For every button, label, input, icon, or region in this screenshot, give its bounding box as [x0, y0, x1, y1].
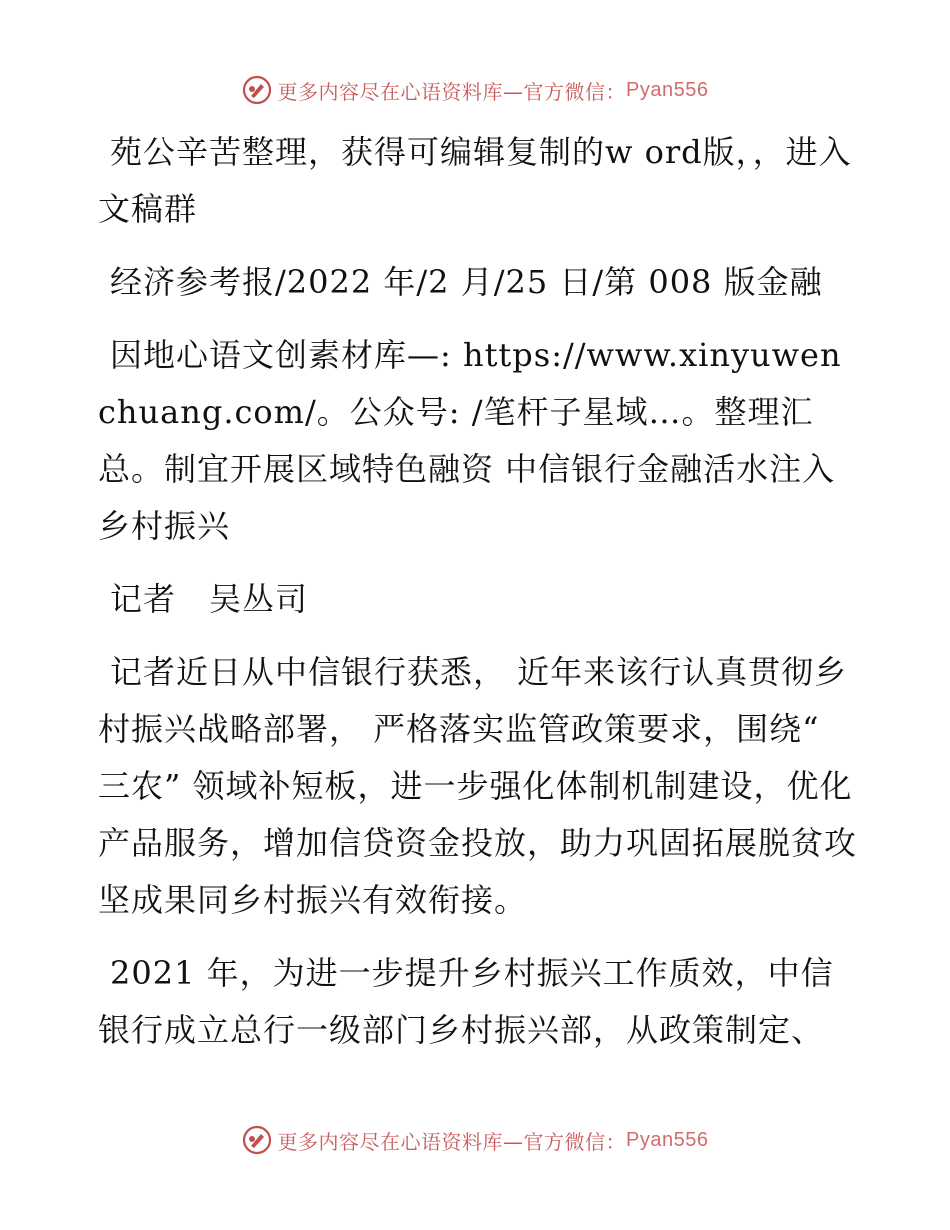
pen-logo-icon	[242, 1125, 272, 1155]
footer-watermark	[0, 1120, 950, 1160]
document-body	[98, 124, 858, 1075]
paragraph-body-1: 记者近日从中信银行获悉， 近年来该行认真贯彻乡村振兴战略部署， 严格落实监管政策要求，围绕“ 三农” 领域补短板，进一步强化体制机制建设，优化产品服务，增加信贷资金投放，助力巩固拓展脱贫攻坚成果同乡村振兴有效衔接。	[98, 653, 858, 919]
watermark-text: 更多内容尽在心语资料库—官方微信：	[277, 1129, 627, 1154]
paragraph-headline: 因地心语文创素材库—: https://www.xinyuwenchuang.com/。公众号: /笔杆子星域…。整理汇总。制宜开展区域特色融资 中信银行金融活水注入乡村振兴	[98, 336, 842, 545]
paragraph-intro: 苑公辛苦整理，获得可编辑复制的w ord版，，进入文稿群	[98, 133, 852, 228]
watermark-text: 更多内容尽在心语资料库—官方微信：	[277, 79, 627, 104]
watermark-wechat-id: Pyan556	[626, 1128, 709, 1151]
paragraph-source: 经济参考报/2022 年/2 月/25 日/第 008 版金融	[110, 263, 823, 301]
paragraph-body-2: 2021 年，为进一步提升乡村振兴工作质效，中信银行成立总行一级部门乡村振兴部，从政策制定、	[98, 954, 834, 1049]
paragraph-byline: 记者 吴丛司	[110, 580, 309, 618]
pen-logo-icon	[242, 75, 272, 105]
watermark-wechat-id: Pyan556	[626, 78, 709, 101]
header-watermark	[0, 70, 950, 110]
